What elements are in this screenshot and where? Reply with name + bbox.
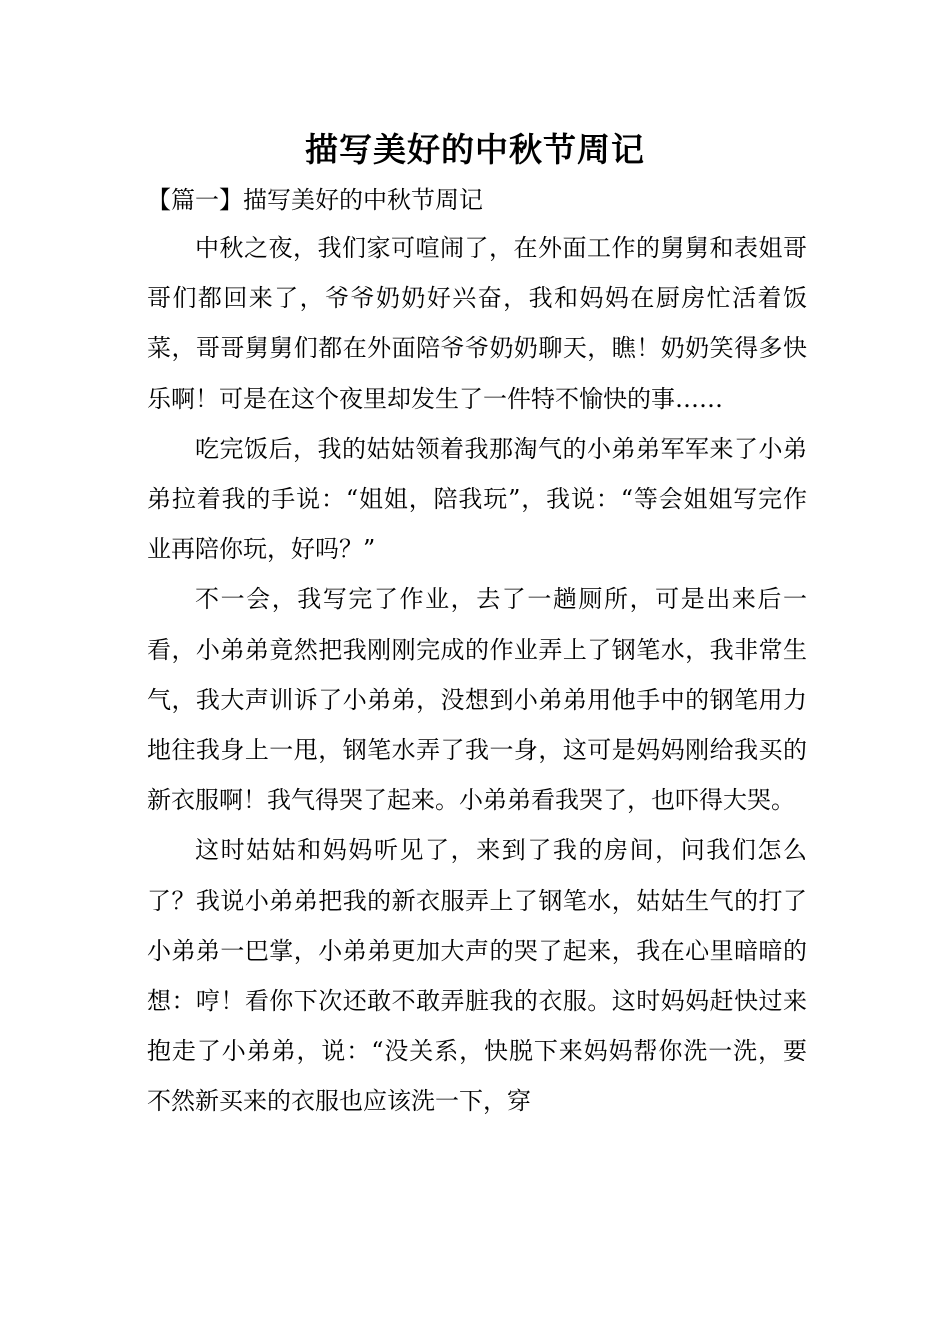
paragraph-4: 这时姑姑和妈妈听见了，来到了我的房间，问我们怎么了？我说小弟弟把我的新衣服弄上了钢笔水，姑姑生气的打了小弟弟一巴掌，小弟弟更加大声的哭了起来，我在心里暗暗的想：哼！看你下次还敢不敢弄脏我的衣服。这时妈妈赶快过来抱走了小弟弟，说：“没关系，快脱下来妈妈帮你洗一洗，要不然新买来的衣服也应该洗一下，穿 <box>147 836 807 1116</box>
document-body <box>147 223 807 1127</box>
paragraph-1: 中秋之夜，我们家可喧闹了，在外面工作的舅舅和表姐哥哥们都回来了，爷爷奶奶好兴奋，我和妈妈在厨房忙活着饭菜，哥哥舅舅们都在外面陪爷爷奶奶聊天，瞧！奶奶笑得多快乐啊！可是在这个夜里却发生了一件特不愉快的事…… <box>147 234 807 413</box>
paragraph-2: 吃完饭后，我的姑姑领着我那淘气的小弟弟军军来了小弟弟拉着我的手说：“姐姐，陪我玩”，我说：“等会姐姐写完作业再陪你玩，好吗？” <box>147 434 807 564</box>
document-title: 描写美好的中秋节周记 <box>305 130 645 169</box>
section-heading: 【篇一】描写美好的中秋节周记 <box>147 186 483 214</box>
paragraph-3: 不一会，我写完了作业，去了一趟厕所，可是出来后一看，小弟弟竟然把我刚刚完成的作业弄上了钢笔水，我非常生气，我大声训诉了小弟弟，没想到小弟弟用他手中的钢笔用力地往我身上一甩，钢笔水弄了我一身，这可是妈妈刚给我买的新衣服啊！我气得哭了起来。小弟弟看我哭了，也吓得大哭。 <box>147 585 807 815</box>
